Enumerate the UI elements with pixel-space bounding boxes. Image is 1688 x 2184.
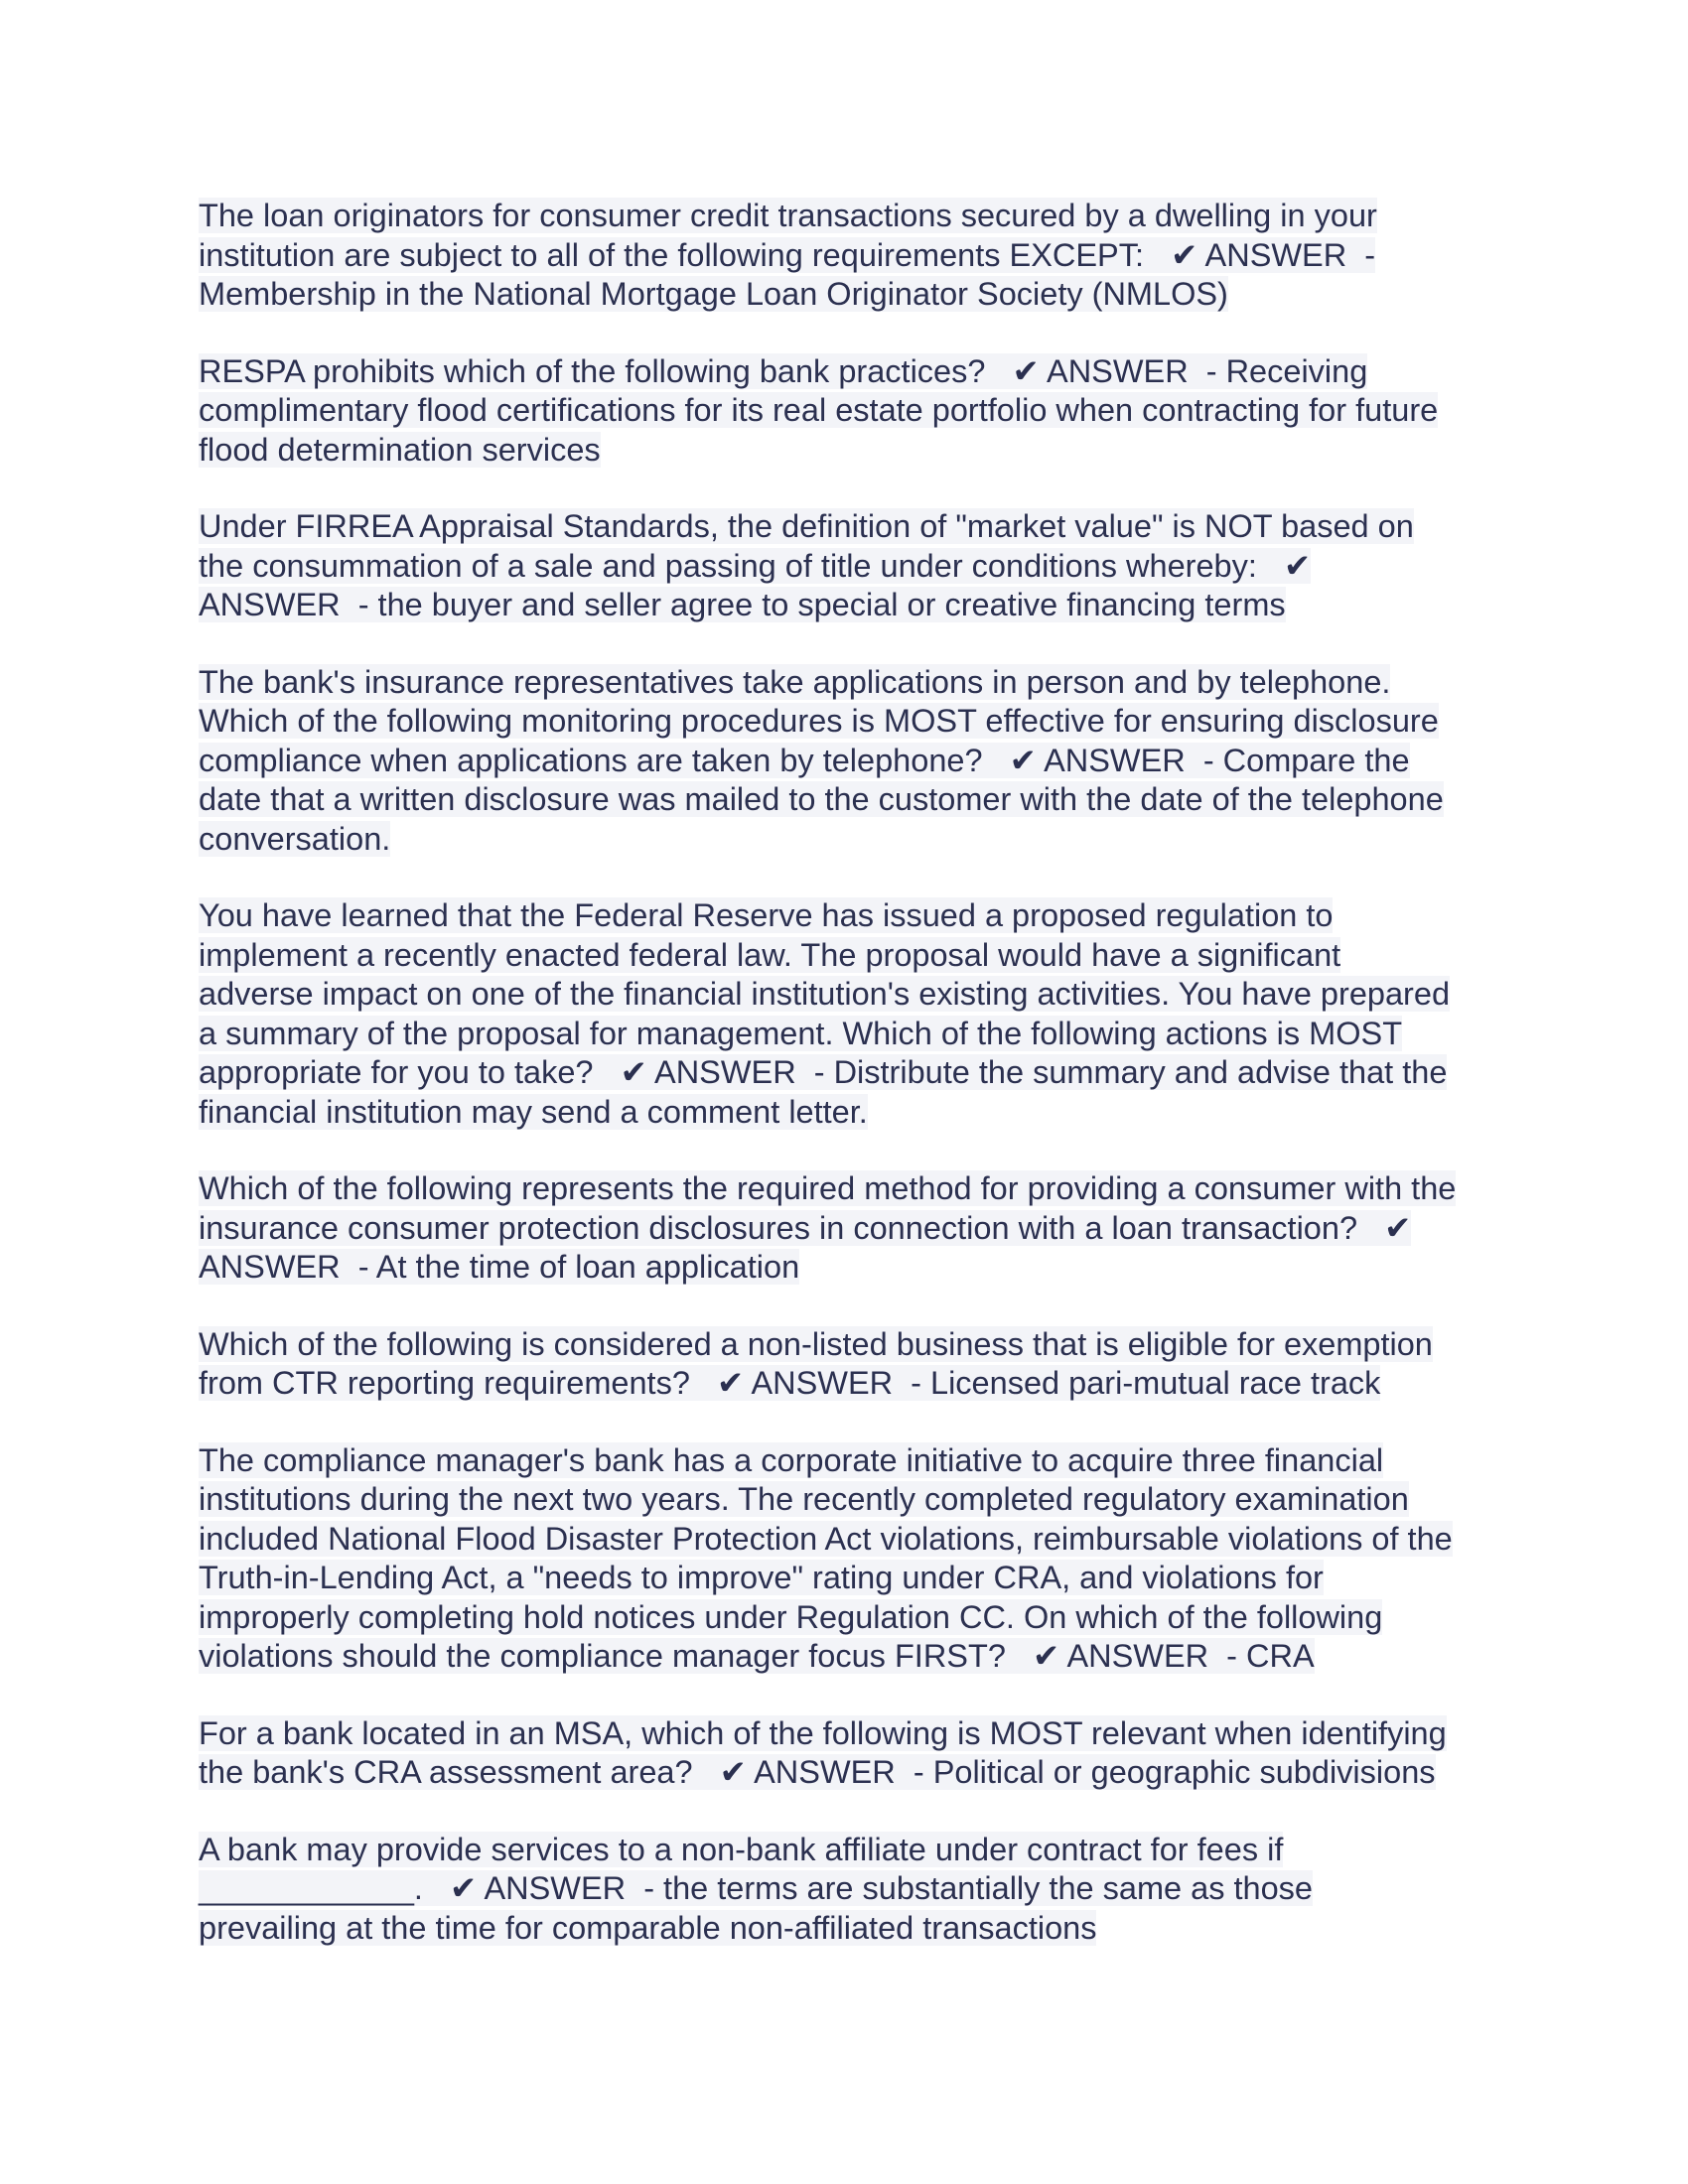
text-line: improperly completing hold notices under Regulation CC. On which of the following [199, 1598, 1383, 1635]
text-line: prevailing at the time for comparable non-affiliated transactions [199, 1909, 1097, 1946]
text-line: The loan originators for consumer credit transactions secured by a dwelling in your [199, 198, 1377, 233]
qa-entry [199, 507, 1499, 625]
text-line: included National Flood Disaster Protection Act violations, reimbursable violations of the [199, 1520, 1453, 1557]
qa-entry [199, 663, 1499, 860]
text-line: insurance consumer protection disclosures in connection with a loan transaction? ✔ [199, 1209, 1412, 1246]
text-line: Which of the following is considered a non-listed business that is eligible for exemption [199, 1325, 1433, 1362]
text-line: ANSWER - the buyer and seller agree to special or creative financing terms [199, 587, 1286, 622]
text-line: a summary of the proposal for management. Which of the following actions is MOST [199, 1015, 1403, 1051]
text-line: Membership in the National Mortgage Loan Originator Society (NMLOS) [199, 276, 1228, 312]
text-line: compliance when applications are taken by telephone? ✔ ANSWER - Compare the [199, 742, 1410, 778]
text-line: Truth-in-Lending Act, a "needs to improve" rating under CRA, and violations for [199, 1560, 1324, 1595]
text-line: institution are subject to all of the following requirements EXCEPT: ✔ ANSWER - [199, 236, 1376, 273]
document-page [199, 197, 1499, 1985]
text-line: Under FIRREA Appraisal Standards, the definition of "market value" is NOT based on [199, 508, 1414, 544]
text-line: date that a written disclosure was mailed to the customer with the date of the telephone [199, 781, 1444, 817]
qa-entry [199, 197, 1499, 315]
text-line: RESPA prohibits which of the following bank practices? ✔ ANSWER - Receiving [199, 352, 1368, 389]
text-line: violations should the compliance manager focus FIRST? ✔ ANSWER - CRA [199, 1638, 1315, 1674]
text-line: Which of the following monitoring procedures is MOST effective for ensuring disclosure [199, 703, 1439, 739]
text-line: Which of the following represents the required method for providing a consumer with the [199, 1170, 1457, 1206]
text-line: ____________. ✔ ANSWER - the terms are substantially the same as those [199, 1870, 1313, 1906]
text-line: from CTR reporting requirements? ✔ ANSWER - Licensed pari-mutual race track [199, 1365, 1381, 1401]
text-line: The bank's insurance representatives take applications in person and by telephone. [199, 663, 1391, 700]
qa-entry [199, 352, 1499, 471]
text-line: institutions during the next two years. The recently completed regulatory examination [199, 1481, 1409, 1517]
qa-entry [199, 1714, 1499, 1793]
text-line: adverse impact on one of the financial institution's existing activities. You have prepared [199, 976, 1451, 1012]
text-line: conversation. [199, 820, 391, 857]
text-line: financial institution may send a comment letter. [199, 1093, 868, 1130]
text-line: the bank's CRA assessment area? ✔ ANSWER - Political or geographic subdivisions [199, 1754, 1436, 1790]
text-line: the consummation of a sale and passing of title under conditions whereby: ✔ [199, 547, 1312, 584]
text-line: complimentary flood certifications for its real estate portfolio when contracting for future [199, 392, 1439, 428]
text-line: The compliance manager's bank has a corporate initiative to acquire three financial [199, 1441, 1384, 1478]
text-line: appropriate for you to take? ✔ ANSWER - Distribute the summary and advise that the [199, 1054, 1448, 1090]
qa-entry [199, 1831, 1499, 1949]
qa-entry [199, 1169, 1499, 1288]
qa-entry [199, 1325, 1499, 1404]
text-line: For a bank located in an MSA, which of the following is MOST relevant when identifying [199, 1714, 1447, 1751]
text-line: You have learned that the Federal Reserve has issued a proposed regulation to [199, 897, 1334, 933]
text-line: A bank may provide services to a non-bank affiliate under contract for fees if [199, 1831, 1284, 1867]
qa-entry [199, 896, 1499, 1132]
qa-entry [199, 1441, 1499, 1677]
text-line: implement a recently enacted federal law. The proposal would have a significant [199, 936, 1341, 973]
text-line: flood determination services [199, 431, 601, 468]
text-line: ANSWER - At the time of loan application [199, 1249, 800, 1285]
